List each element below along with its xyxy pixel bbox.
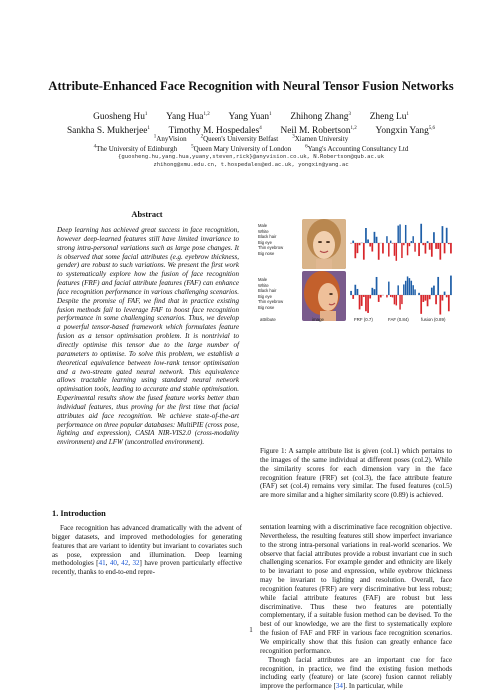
feature-bar xyxy=(409,243,410,246)
feature-bar xyxy=(401,295,402,304)
feature-bar xyxy=(363,243,365,260)
citation-link[interactable]: 34 xyxy=(336,682,343,690)
right-paragraph-1: sentation learning with a discriminative face recognition objective. Nevertheless, the resulting features still show imperfect invariance to the strong intra-personal variations in real-world scenarios. We observe that facial attributes provide a robust invariant cue in such challenging scenarios. For example gender and ethnicity are likely to be invariant to pose and expression, while eyebrow thickness may be invariant to lighting and resolution. Overall, face recognition features (FRF) are very discriminative but less robust; while facial attribute features (FAF) are robust but less discriminative. Thus these two features are potentially complementary, if a suitable fusion method can be devised. To the best of our knowledge, we are the first to systematically explore the fusion of FAF and FRF in various face recognition scenarios. We empirically show that this fusion can greatly enhance face recognition performance. xyxy=(260,523,452,656)
feature-bar xyxy=(422,243,424,245)
feature-bar xyxy=(437,243,439,249)
email-block xyxy=(0,153,502,169)
author-name: Guosheng Hu$^1$ xyxy=(93,112,147,122)
feature-bar xyxy=(425,295,427,301)
feature-bar xyxy=(420,295,422,314)
attribute-label: Male xyxy=(258,277,292,283)
feature-bar xyxy=(418,293,420,295)
feature-bar xyxy=(420,224,422,243)
feature-bar xyxy=(429,295,431,299)
feature-bar xyxy=(352,241,354,243)
feature-bar xyxy=(405,281,406,295)
attribute-label: Male xyxy=(258,223,292,229)
feature-bar xyxy=(401,243,402,258)
feature-bar xyxy=(418,243,420,256)
feature-bar xyxy=(437,277,439,295)
feature-bar xyxy=(422,295,424,302)
feature-bar xyxy=(354,243,356,258)
affiliation-item: $^3$Xiamen University xyxy=(292,135,348,143)
feature-bar xyxy=(382,243,384,253)
feature-bar xyxy=(396,295,397,305)
feature-bar xyxy=(369,295,371,298)
author-affiliation-mark: 1,2 xyxy=(351,126,357,131)
feature-bar xyxy=(411,241,412,243)
feature-bar xyxy=(361,295,363,306)
feature-bar xyxy=(376,277,378,295)
feature-bar xyxy=(394,295,395,304)
figure-column-label: FAF (0.84) xyxy=(388,317,409,322)
attribute-label: Thin eyebrow xyxy=(258,299,292,305)
right-paragraph-2 xyxy=(260,656,452,691)
feature-bar xyxy=(414,289,415,295)
author-affiliation-mark: 5,6 xyxy=(429,126,435,131)
citation-link[interactable]: 40 xyxy=(110,559,117,567)
feature-bar xyxy=(392,295,393,297)
feature-bar xyxy=(403,284,404,295)
feature-bar xyxy=(435,243,437,249)
feature-bar xyxy=(439,243,441,260)
feature-bar xyxy=(363,295,365,297)
feature-bar xyxy=(427,295,429,306)
feature-bar xyxy=(450,243,452,253)
feature-bar xyxy=(359,243,361,245)
feature-bar xyxy=(374,289,376,295)
feature-bar xyxy=(427,241,429,243)
feature-bar xyxy=(386,295,387,297)
feature-bar xyxy=(431,243,433,257)
feature-bar xyxy=(444,292,446,295)
feature-bar xyxy=(411,281,412,295)
author-name: Yang Hua$^{1,2}$ xyxy=(166,112,210,122)
affiliation-block xyxy=(0,134,502,154)
feature-bar xyxy=(433,286,435,295)
feature-bar xyxy=(407,243,408,255)
author-affiliation-mark: 1,2 xyxy=(203,112,209,117)
feature-bar xyxy=(378,243,380,260)
attribute-label: Black hair xyxy=(258,288,292,294)
abstract-text: Deep learning has achieved great success in face recognition, however deep-learned features still have limited invariance to strong intra-personal variations such as large pose changes. It is observed that some facial attributes (e.g. eyebrow thickness, gender) are robust to such variations. We present the first work to systematically explore how the fusion of face recognition features (FRF) and facial attribute features (FAF) can enhance face recognition performance in various challenging scenarios. Despite the promise of FAF, we find that in practice existing fusion methods fail to leverage FAF to boost face recognition performance in some challenging scenarios. Thus, we develop a powerful tensor-based framework which formulates feature fusion as a tensor optimisation problem. It is nontrivial to directly optimise this tensor due to the large number of parameters to optimise. To solve this problem, we establish a theoretical equivalence between low-rank tensor optimisation and a two-stream gated neural network. This equivalence allows tractable learning using standard neural network optimisation tools, leading to accurate and stable optimisation. Experimental results show the fused feature works better than individual features, thus proving for the first time that facial attributes aid face recognition. We achieve state-of-the-art performance on three popular databases: MultiPIE (cross pose, lighting and expression), CASIA NIR-VIS2.0 (cross-modality environment) and LFW (uncontrolled environment). xyxy=(57,226,239,447)
author-affiliation-mark: 1 xyxy=(147,126,150,131)
attribute-label: White xyxy=(258,283,292,289)
feature-bar xyxy=(442,226,444,243)
feature-bar xyxy=(448,295,450,311)
feature-bar xyxy=(396,243,397,261)
author-name: Yang Yuan$^1$ xyxy=(228,112,271,122)
affiliation-line-1 xyxy=(0,134,502,144)
figure-column-label: attribute xyxy=(260,317,276,322)
figure-column-label: FRF (0.7) xyxy=(354,317,373,322)
author-affiliation-mark: 1 xyxy=(269,112,272,117)
introduction-text xyxy=(52,524,242,577)
feature-bar xyxy=(376,237,378,243)
attribute-label: White xyxy=(258,229,292,235)
attribute-label: Thin eyebrow xyxy=(258,245,292,251)
feature-bar xyxy=(412,236,413,243)
attribute-label: Big eye xyxy=(258,240,292,246)
affiliation-item: $^6$Yang's Accounting Consultancy Ltd xyxy=(305,145,408,153)
citation-link[interactable]: 42 xyxy=(121,559,128,567)
feature-bar xyxy=(397,285,398,295)
citation-link[interactable]: 32 xyxy=(132,559,139,567)
attribute-label: Big nose xyxy=(258,251,292,257)
attribute-label: Black hair xyxy=(258,234,292,240)
abstract-heading: Abstract xyxy=(52,210,242,219)
intro-citations[interactable]: 41, 40, 42, 32 xyxy=(99,559,140,567)
feature-bar xyxy=(357,289,359,295)
feature-bar xyxy=(365,228,367,243)
author-block xyxy=(0,109,502,137)
figure-column-label: fusion (0.89) xyxy=(421,317,445,322)
feature-bar xyxy=(450,276,452,295)
right-column-body xyxy=(260,523,452,691)
feature-bar xyxy=(388,282,389,295)
intro-text-after: ] have proven particularly effective recently, thanks to end-to-end repre- xyxy=(52,559,242,576)
affiliation-item: $^5$Queen Mary University of London xyxy=(191,145,291,153)
feature-bar xyxy=(429,243,431,250)
feature-bar xyxy=(357,243,359,253)
feature-bar xyxy=(435,295,437,304)
figure-column-label: image xyxy=(312,317,324,322)
affiliation-item: $^4$The University of Edinburgh xyxy=(94,145,177,153)
feature-bar xyxy=(350,291,352,295)
page-number: 1 xyxy=(0,626,502,634)
author-name: Sankha S. Mukherjee$^1$ xyxy=(67,126,150,136)
feature-bar xyxy=(367,239,369,243)
feature-bar xyxy=(414,243,415,252)
feature-bar xyxy=(371,243,373,252)
feature-bar xyxy=(386,236,387,243)
feature-bar xyxy=(388,243,389,257)
author-affiliation-mark: 4 xyxy=(259,126,262,131)
attribute-label: Big nose xyxy=(258,305,292,311)
feature-bar xyxy=(407,276,408,295)
feature-bar xyxy=(442,295,444,301)
attribute-label: Big eye xyxy=(258,294,292,300)
feature-bar-charts xyxy=(258,213,454,328)
feature-bar xyxy=(354,285,356,295)
feature-bar xyxy=(448,243,450,244)
p2-text-after: ]. In particular, while xyxy=(343,682,403,690)
author-name: Neil M. Robertson$^{1,2}$ xyxy=(280,126,356,136)
author-affiliation-mark: 1 xyxy=(145,112,148,117)
feature-bar xyxy=(397,226,398,243)
feature-bar xyxy=(374,232,376,243)
feature-bar xyxy=(399,224,400,243)
author-name: Yongxin Yang$^{5,6}$ xyxy=(376,126,435,136)
affiliation-item: $^1$AnyVision xyxy=(154,135,187,143)
affiliation-item: $^2$Queen's University Belfast xyxy=(201,135,279,143)
email-line-2: zhihong@xmu.edu.cn, t.hospedales@ed.ac.uk, yongxin@yang.ac xyxy=(0,161,502,169)
paper-title: Attribute-Enhanced Face Recognition with Neural Tensor Fusion Networks xyxy=(0,79,502,94)
feature-bar xyxy=(380,295,382,297)
feature-bar xyxy=(409,278,410,295)
author-line-1 xyxy=(0,109,502,123)
email-line-1: {guosheng.hu,yang.hua,yuany,steven,rick}@anyvision.co.uk, N.Robertson@qub.ac.uk xyxy=(0,153,502,161)
feature-bar xyxy=(390,295,391,297)
feature-bar xyxy=(446,295,448,297)
feature-bar xyxy=(412,285,413,295)
feature-bar xyxy=(425,243,427,254)
figure-caption: Figure 1: A sample attribute list is given (col.1) which pertains to the images of the same individual at different poses (col.2). While the similarity scores for each dimension vary in the face recognition feature (FRF) set (col.3), the face attribute feature (FAF) set (col.4) remains very similar. The fused features (col.5) are more similar and a higher similarity score (0.89) is achieved. xyxy=(260,447,452,500)
author-affiliation-mark: 1 xyxy=(406,112,409,117)
feature-bar xyxy=(378,295,380,302)
feature-bar xyxy=(371,288,373,295)
feature-bar xyxy=(390,241,391,243)
feature-bar xyxy=(394,243,395,256)
feature-bar xyxy=(446,228,448,243)
figure-column-labels xyxy=(258,317,454,327)
feature-bar xyxy=(399,295,400,310)
citation-link[interactable]: 41 xyxy=(99,559,106,567)
feature-bar xyxy=(392,243,393,244)
feature-bar xyxy=(444,243,446,253)
author-name: Zhihong Zhang$^3$ xyxy=(290,112,351,122)
author-affiliation-mark: 3 xyxy=(348,112,351,117)
feature-bar xyxy=(439,295,441,315)
introduction-heading: 1. Introduction xyxy=(52,509,106,518)
feature-bar xyxy=(367,295,369,313)
author-name: Zheng Lu$^1$ xyxy=(370,112,409,122)
feature-bar xyxy=(359,295,361,309)
feature-bar xyxy=(431,288,433,295)
feature-bar xyxy=(369,243,371,247)
feature-bar xyxy=(365,295,367,311)
feature-bar xyxy=(405,225,406,243)
feature-bar xyxy=(352,295,354,299)
p2-text-before: Though facial attributes are an important cue for face recognition, in practice, we find the existing fusion methods including early (feature) or late (score) fusion cannot reliably improve the performance [ xyxy=(260,656,452,691)
figure-1 xyxy=(258,213,454,441)
feature-bar xyxy=(433,232,435,243)
intro-text-before: Face recognition has advanced dramatically with the advent of bigger datasets, and improved methodologies for generating features that are variant to identity but invariant to covariates such as pose, expression and illumination. Deep learning methodologies [ xyxy=(52,524,242,567)
author-name: Timothy M. Hospedales$^4$ xyxy=(169,126,262,136)
feature-bar xyxy=(403,243,404,245)
